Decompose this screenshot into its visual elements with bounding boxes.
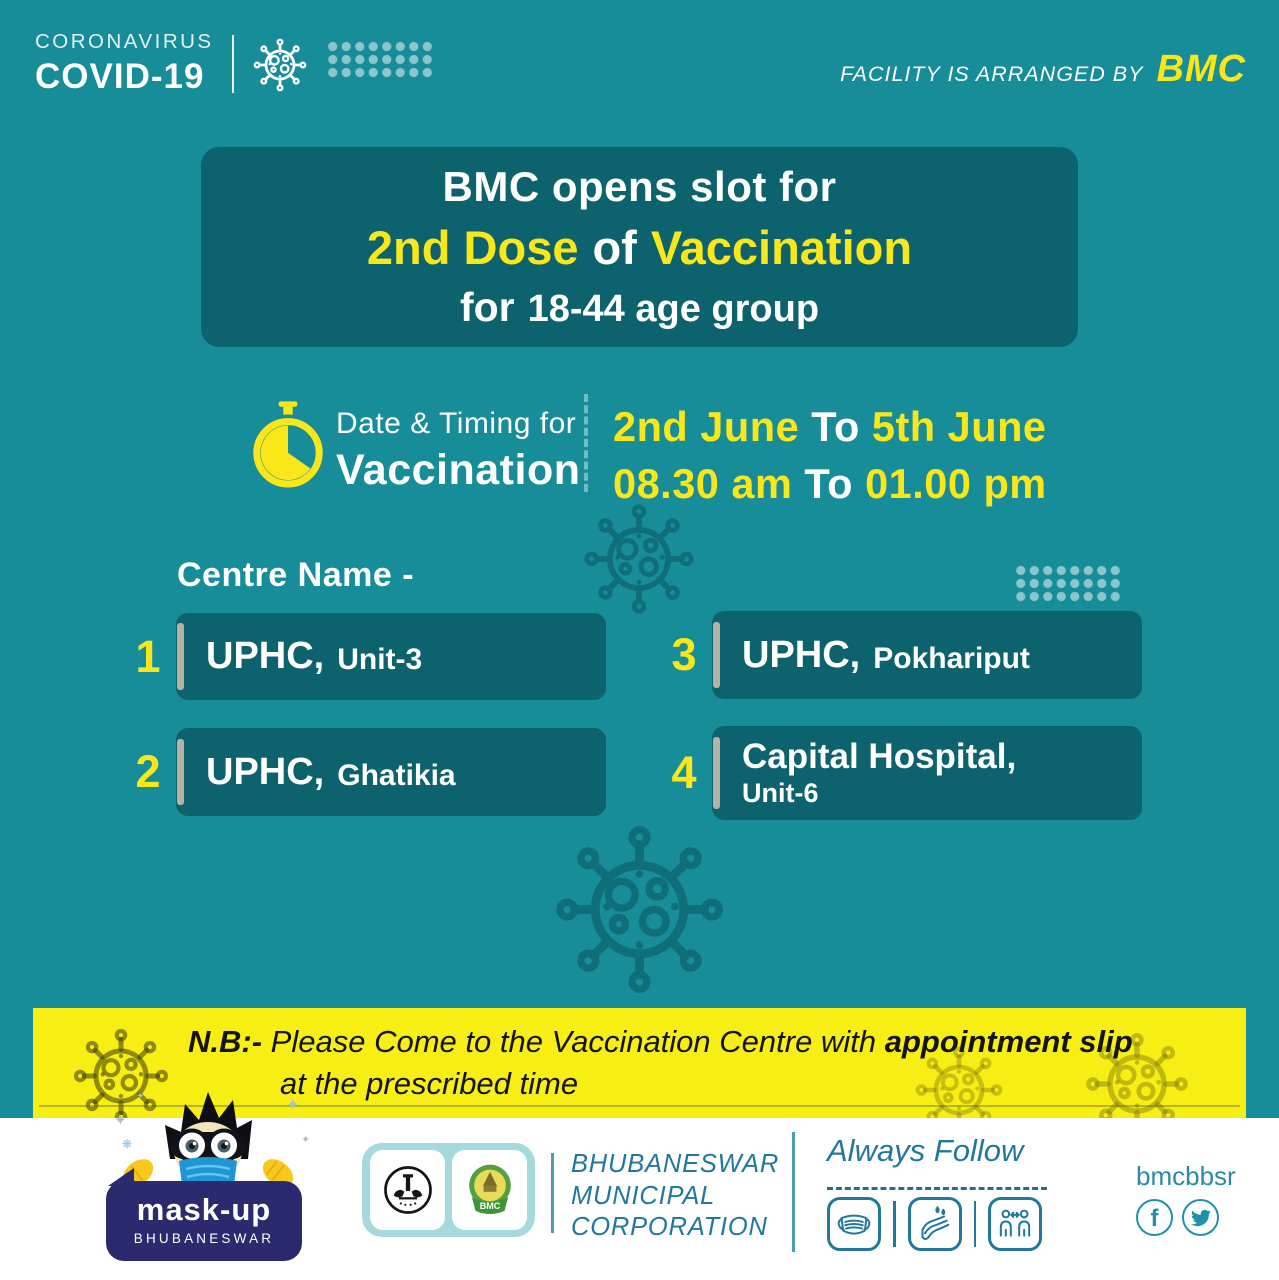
mascot-badge-title: mask-up — [136, 1192, 272, 1227]
logos-container — [362, 1143, 535, 1237]
schedule-dates — [613, 398, 1047, 455]
centre-accent-bar — [713, 737, 720, 808]
mascot-badge — [106, 1181, 302, 1261]
social-icons — [1136, 1199, 1236, 1236]
centre-detail: Ghatikia — [337, 758, 456, 792]
hand-wash-icon — [908, 1197, 962, 1251]
facility-brand: BMC — [1156, 48, 1246, 90]
schedule-divider — [584, 394, 588, 492]
centre-detail: Unit-3 — [337, 643, 423, 676]
footer-divider — [551, 1153, 554, 1233]
note-text — [188, 1021, 1133, 1105]
virus-watermark — [551, 821, 728, 998]
centre-accent-bar — [713, 622, 720, 689]
mascot-badge-subtitle: BHUBANESWAR — [133, 1231, 275, 1246]
note-line1 — [188, 1021, 1133, 1063]
facility-prefix: FACILITY IS ARRANGED BY — [840, 62, 1144, 86]
always-follow-label: Always Follow — [827, 1133, 1024, 1168]
schedule-label-line2: Vaccination — [336, 446, 581, 494]
twitter-icon[interactable] — [1182, 1199, 1219, 1236]
icon-separator — [974, 1201, 977, 1247]
safety-icons-row — [827, 1197, 1042, 1251]
note-line2: at the prescribed time — [280, 1066, 579, 1101]
brand-line1: CORONAVIRUS — [35, 30, 214, 53]
brand-divider — [232, 35, 235, 93]
dots-pattern — [1014, 564, 1121, 601]
mask-up-mascot — [100, 1085, 316, 1265]
schedule-times — [613, 398, 1047, 512]
time-connector: To — [804, 460, 854, 507]
title-line2 — [367, 220, 912, 275]
dots-pattern — [326, 40, 433, 79]
brand-line2: COVID-19 — [35, 57, 205, 96]
footer-divider — [792, 1132, 795, 1252]
title-line3-prefix: for — [459, 284, 515, 330]
centre-number: 2 — [135, 746, 161, 797]
note-emphasis: appointment slip — [884, 1024, 1133, 1059]
title-line3 — [460, 284, 819, 331]
icon-separator — [893, 1201, 896, 1247]
title-line3-text: 18-44 age group — [527, 288, 820, 330]
title-panel — [201, 147, 1078, 347]
centre-detail: Pokhariput — [873, 641, 1030, 675]
facility-credit — [840, 48, 1246, 91]
org-line2: MUNICIPAL — [571, 1181, 716, 1210]
facebook-icon[interactable] — [1136, 1199, 1173, 1236]
centre-item-2 — [135, 728, 606, 816]
bmc-logo — [452, 1150, 527, 1230]
org-name — [571, 1149, 779, 1244]
centre-accent-bar — [177, 623, 184, 689]
brand-block — [35, 30, 308, 97]
centre-number: 1 — [135, 630, 161, 682]
date-connector: To — [811, 403, 860, 450]
org-line1: BHUBANESWAR — [571, 1150, 780, 1178]
virus-icon — [252, 37, 308, 93]
face-mask-icon — [827, 1197, 881, 1251]
centre-name: Capital Hospital, — [742, 737, 1017, 776]
time-to: 01.00 pm — [865, 460, 1047, 507]
centre-label — [712, 611, 1142, 699]
stopwatch-icon — [249, 392, 327, 498]
odisha-emblem — [370, 1150, 445, 1230]
social-handle: bmcbbsr — [1136, 1161, 1236, 1191]
brand-text — [35, 30, 214, 97]
date-to: 5th June — [871, 403, 1047, 450]
centre-number: 4 — [671, 747, 697, 798]
centre-label — [712, 726, 1142, 820]
centre-accent-bar — [177, 739, 184, 806]
centre-item-4 — [671, 726, 1142, 820]
virus-watermark — [581, 501, 697, 617]
centre-detail: Unit-6 — [742, 778, 819, 808]
social-distance-icon — [988, 1197, 1042, 1251]
date-from: 2nd June — [613, 403, 800, 450]
bmc-logo-label: BMC — [479, 1201, 500, 1212]
schedule-label-line1: Date & Timing for — [336, 407, 577, 440]
centre-item-3 — [671, 611, 1142, 699]
title-connector: of — [592, 221, 637, 274]
centre-name: UPHC, — [206, 750, 325, 793]
title-highlight2: Vaccination — [650, 221, 913, 274]
centres-heading: Centre Name - — [177, 556, 415, 594]
title-highlight1: 2nd Dose — [366, 221, 579, 274]
note-prefix: N.B:- — [188, 1024, 263, 1059]
centre-label — [176, 613, 606, 700]
centre-name: UPHC, — [742, 633, 861, 676]
schedule-label — [336, 407, 580, 495]
title-line1: BMC opens slot for — [442, 163, 837, 210]
centre-item-1 — [135, 613, 606, 700]
social-block — [1136, 1161, 1236, 1236]
always-follow-underline — [827, 1187, 1047, 1190]
centre-label — [176, 728, 606, 816]
centre-name: UPHC, — [206, 635, 325, 677]
org-line3: CORPORATION — [571, 1213, 768, 1241]
facebook-glyph: f — [1150, 1205, 1159, 1232]
time-from: 08.30 am — [613, 460, 793, 507]
note-body: Please Come to the Vaccination Centre with — [270, 1024, 877, 1059]
centre-number: 3 — [671, 629, 697, 680]
